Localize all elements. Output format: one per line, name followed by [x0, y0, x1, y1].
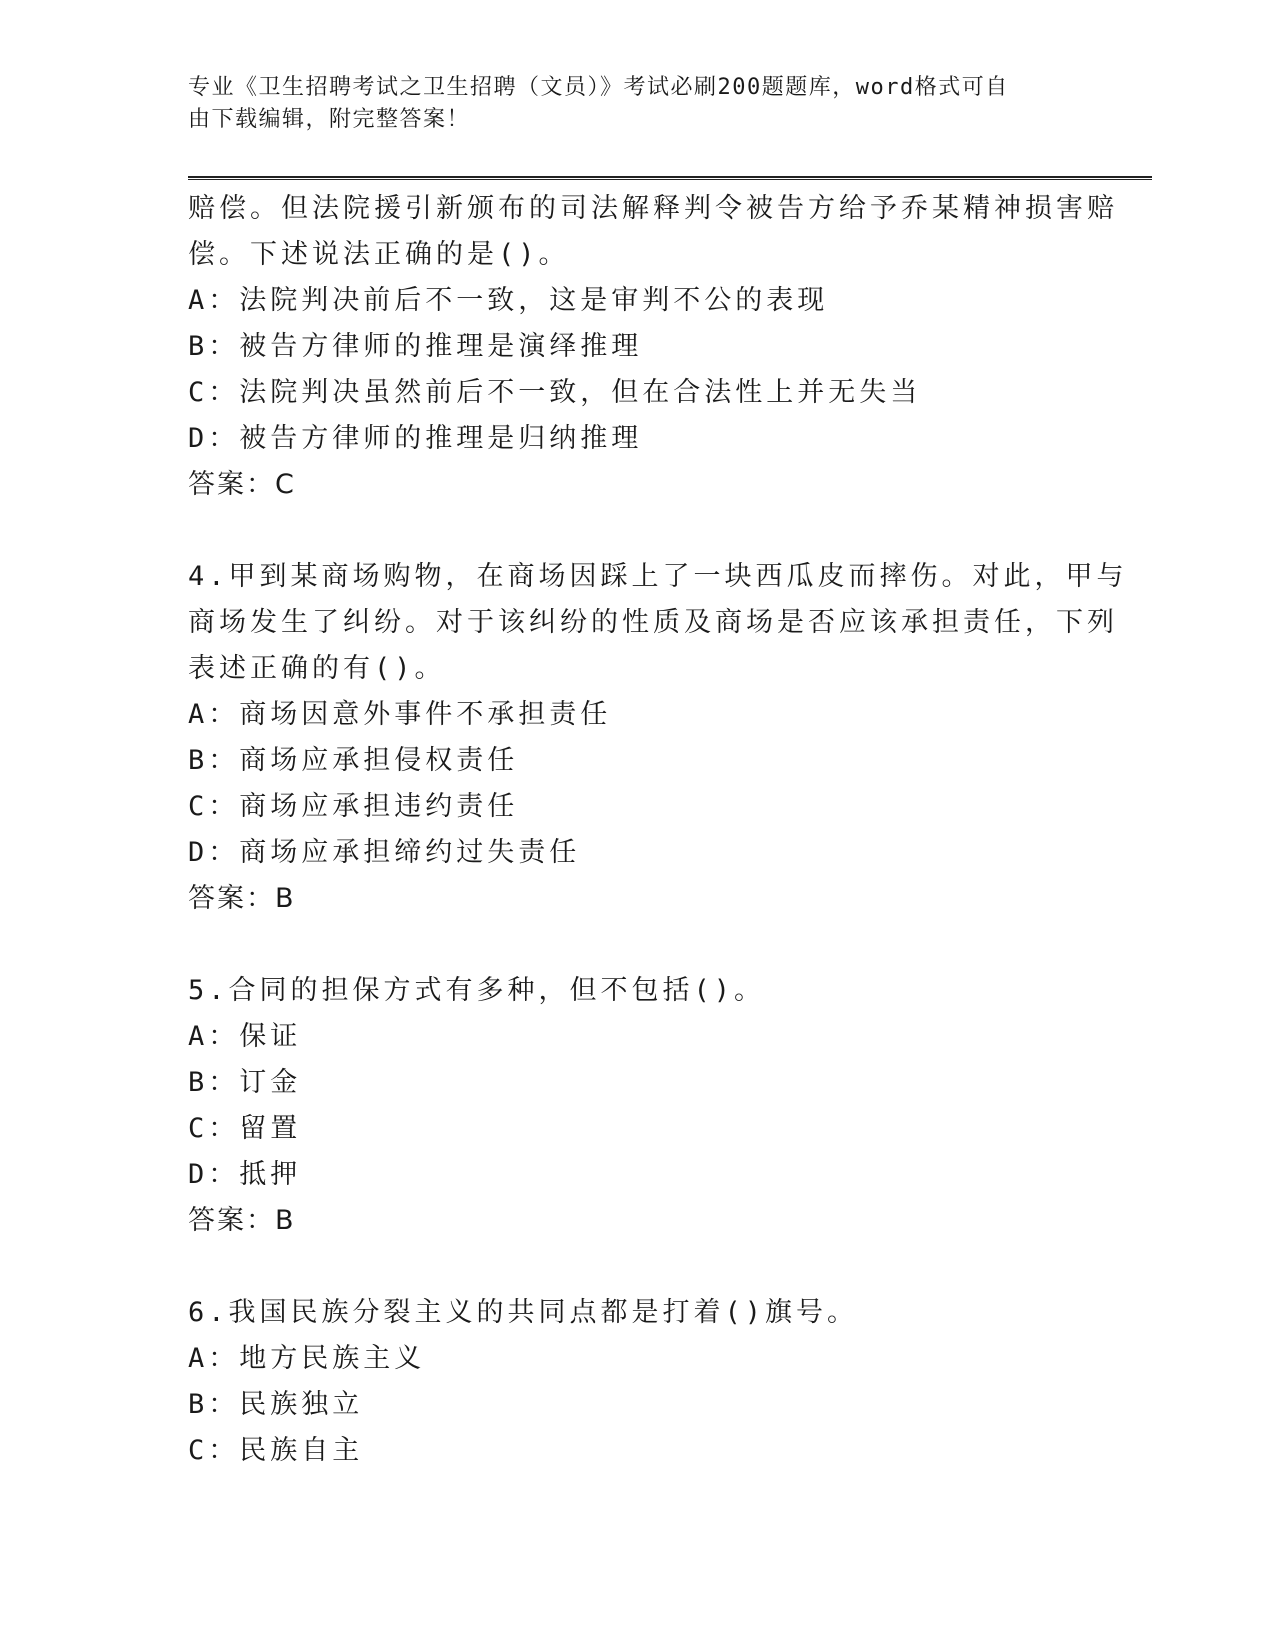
option-a: A：保证: [188, 1021, 302, 1052]
question-stem: 6.我国民族分裂主义的共同点都是打着()旗号。: [188, 1297, 859, 1328]
option-a: A：地方民族主义: [188, 1343, 426, 1374]
option-d: D：抵押: [188, 1159, 302, 1190]
question-stem: 表述正确的有()。: [188, 653, 446, 684]
answer: 答案：B: [188, 883, 296, 914]
header-title-line-2: 由下载编辑，附完整答案！: [188, 107, 471, 132]
option-b: B：民族独立: [188, 1389, 364, 1420]
question-stem: 5.合同的担保方式有多种，但不包括()。: [188, 975, 766, 1006]
question-stem: 赔偿。但法院援引新颁布的司法解释判令被告方给予乔某精神损害赔: [188, 193, 1118, 224]
option-d: D：被告方律师的推理是归纳推理: [188, 423, 643, 454]
option-a: A：法院判决前后不一致，这是审判不公的表现: [188, 285, 829, 316]
option-b: B：被告方律师的推理是演绎推理: [188, 331, 643, 362]
header-divider: [188, 176, 1152, 180]
question-5: [188, 968, 1068, 1244]
question-stem: 偿。下述说法正确的是()。: [188, 239, 570, 270]
option-c: C：法院判决虽然前后不一致，但在合法性上并无失当: [188, 377, 922, 408]
spacer: [188, 508, 1068, 554]
spacer: [188, 1244, 1068, 1290]
question-list: [188, 186, 1128, 1474]
question-stem: 4.甲到某商场购物，在商场因踩上了一块西瓜皮而摔伤。对此，甲与: [188, 561, 1128, 592]
question-stem: 商场发生了纠纷。对于该纠纷的性质及商场是否应该承担责任，下列: [188, 607, 1118, 638]
option-d: D：商场应承担缔约过失责任: [188, 837, 581, 868]
page-header: [188, 72, 1068, 136]
answer: 答案：B: [188, 1205, 296, 1236]
question-3: [188, 186, 1118, 508]
option-c: C：留置: [188, 1113, 302, 1144]
option-a: A：商场因意外事件不承担责任: [188, 699, 612, 730]
option-c: C：商场应承担违约责任: [188, 791, 519, 822]
spacer: [188, 922, 1068, 968]
option-b: B：商场应承担侵权责任: [188, 745, 519, 776]
answer: 答案：C: [188, 469, 296, 500]
header-title-line-1: 专业《卫生招聘考试之卫生招聘（文员）》考试必刷200题题库，word格式可自: [188, 75, 1009, 100]
question-6: [188, 1290, 1068, 1474]
question-4: [188, 554, 1128, 922]
option-b: B：订金: [188, 1067, 302, 1098]
option-c: C：民族自主: [188, 1435, 364, 1466]
